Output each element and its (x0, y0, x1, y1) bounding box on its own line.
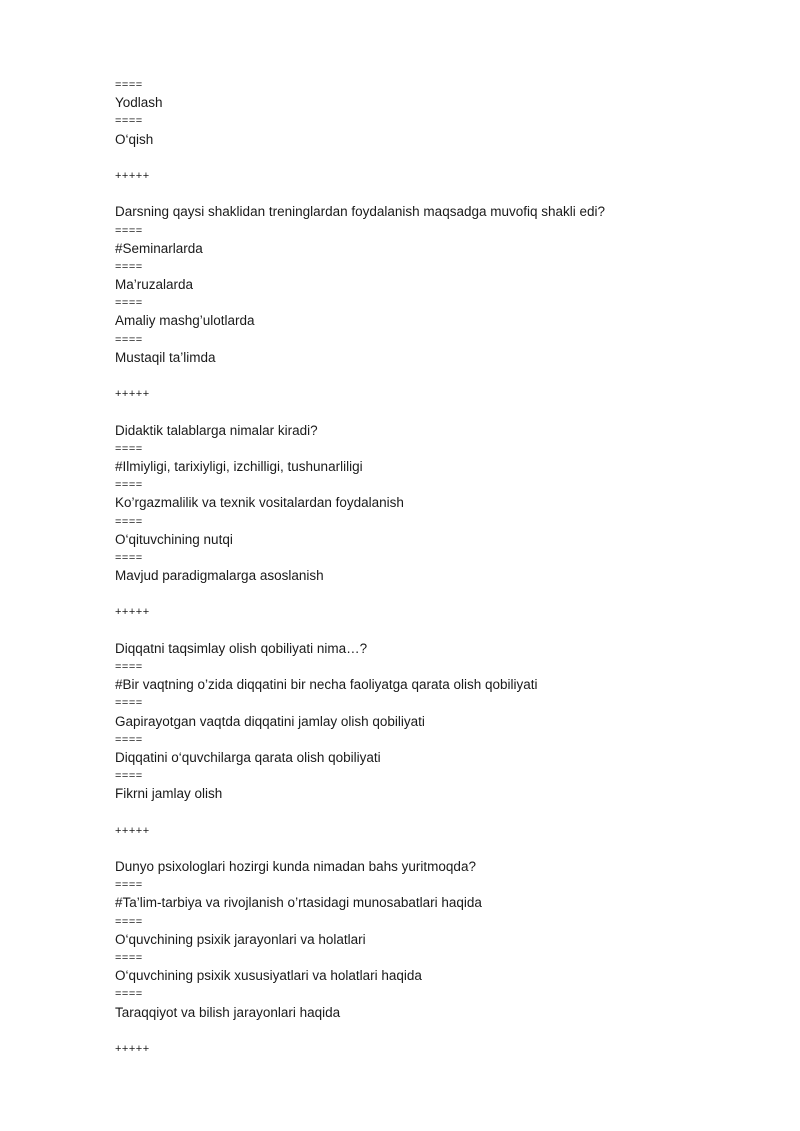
separator: ==== (115, 661, 143, 673)
separator: ==== (115, 115, 143, 128)
option: Ma’ruzalarda (115, 277, 194, 293)
option: #Ilmiyligi, tarixiyligi, izchilligi, tushunarliligi (115, 458, 363, 474)
option: O‘quvchining psixik xususiyatlari va holatlari haqida (115, 968, 422, 984)
option: Ko’rgazmalilik va texnik vositalardan foydalanish (115, 495, 404, 511)
option: Mavjud paradigmalarga asoslanish (115, 568, 324, 584)
separator: ==== (115, 733, 143, 746)
option: O‘qish (115, 131, 154, 147)
option: Yodlash (115, 95, 163, 111)
option: Diqqatini o‘quvchilarga qarata olish qobiliyati (115, 749, 381, 765)
separator: ==== (115, 551, 143, 564)
separator: ==== (115, 333, 143, 346)
block-end-marker: +++++ (115, 388, 150, 401)
option: #Seminarlarda (115, 240, 203, 256)
question-text: Didaktik talablarga nimalar kiradi? (115, 422, 318, 438)
option: O‘qituvchining nutqi (115, 531, 233, 547)
question-text: Dunyo psixologlari hozirgi kunda nimadan bahs yuritmoqda? (115, 859, 476, 875)
question-block (115, 422, 755, 640)
separator: ==== (115, 224, 143, 237)
separator: ==== (115, 915, 143, 928)
separator: ==== (115, 952, 143, 964)
question-text: Diqqatni taqsimlay olish qobiliyati nima…? (115, 640, 368, 656)
question-text: Darsning qaysi shaklidan treninglardan foydalanish maqsadga muvofiq shakli edi? (115, 204, 606, 220)
option: Taraqqiyot va bilish jarayonlari haqida (115, 1004, 341, 1020)
block-end-marker: +++++ (115, 1042, 150, 1055)
option: Mustaqil ta’limda (115, 349, 216, 365)
option: O‘quvchining psixik jarayonlari va holatlari (115, 931, 366, 947)
separator: ==== (115, 260, 143, 273)
option: Fikrni jamlay olish (115, 786, 223, 802)
question-block (115, 858, 755, 1058)
option: Gapirayotgan vaqtda diqqatini jamlay olish qobiliyati (115, 713, 425, 729)
separator: ==== (115, 770, 143, 783)
block-end-marker: +++++ (115, 169, 150, 182)
separator: ==== (115, 879, 143, 892)
document-content (115, 76, 755, 1058)
separator: ==== (115, 988, 143, 1001)
separator: ==== (115, 515, 143, 528)
option: Amaliy mashg’ulotlarda (115, 313, 255, 329)
separator: ==== (115, 479, 143, 492)
option: #Ta’lim-tarbiya va rivojlanish o’rtasidagi munosabatlari haqida (115, 895, 482, 911)
separator: ==== (115, 697, 143, 710)
separator: ==== (115, 297, 143, 310)
question-block (115, 203, 755, 421)
question-block (115, 640, 755, 858)
option: #Bir vaqtning o’zida diqqatini bir necha faoliyatga qarata olish qobiliyati (115, 677, 538, 693)
block-end-marker: +++++ (115, 606, 150, 619)
block-end-marker: +++++ (115, 824, 150, 837)
separator: ==== (115, 442, 143, 455)
separator: ==== (115, 79, 143, 91)
